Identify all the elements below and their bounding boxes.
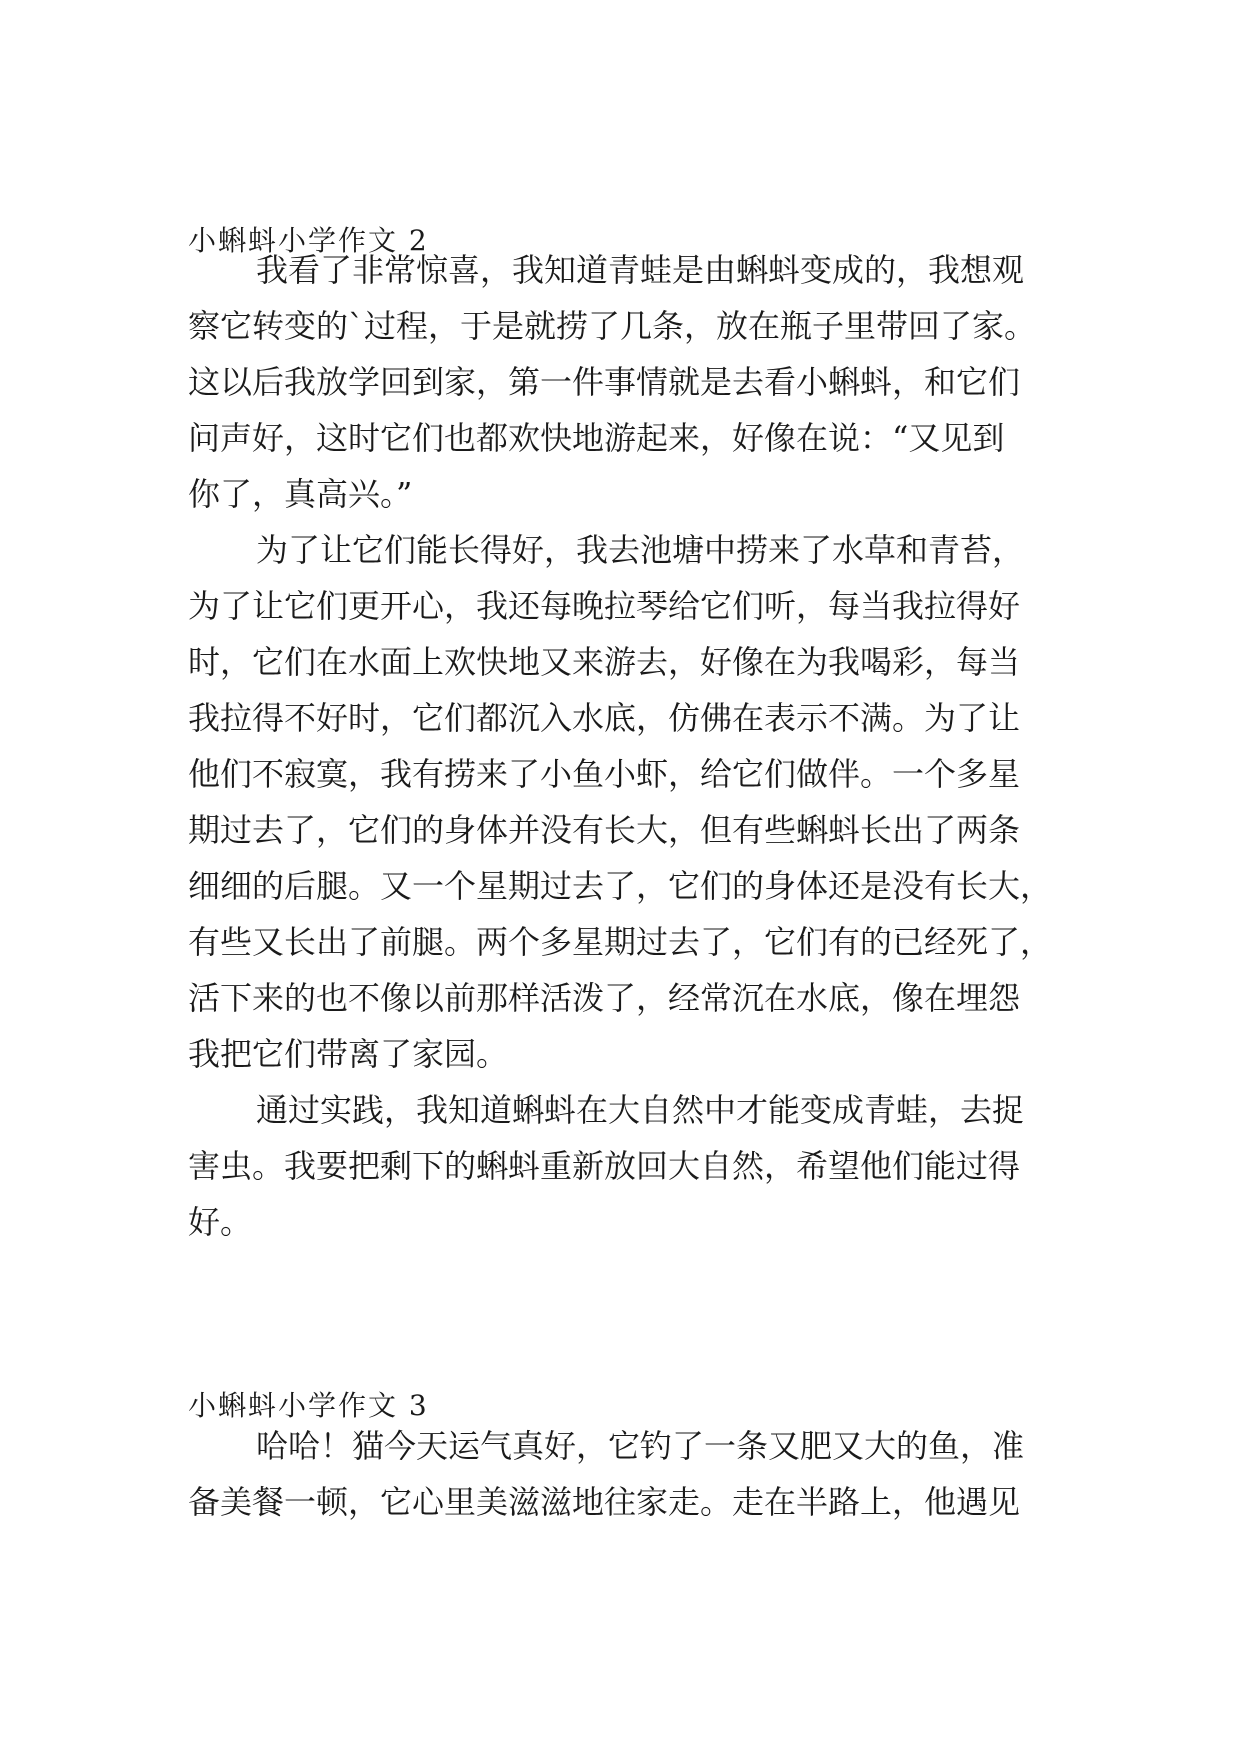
text-line: 问声好，这时它们也都欢快地游起来，好像在说：“又见到 — [188, 419, 1005, 457]
text-line: 哈哈！猫今天运气真好，它钓了一条又肥又大的鱼，准 — [256, 1427, 1025, 1465]
text-line: 期过去了，它们的身体并没有长大，但有些蝌蚪长出了两条 — [188, 811, 1021, 849]
text-line: 好。 — [188, 1203, 253, 1241]
text-line: 为了让它们能长得好，我去池塘中捞来了水草和青苔， — [256, 531, 1025, 569]
section-title: 小蝌蚪小学作文 2 — [188, 224, 429, 257]
text-line: 这以后我放学回到家，第一件事情就是去看小蝌蚪，和它们 — [188, 363, 1021, 401]
text-line: 我把它们带离了家园。 — [188, 1035, 509, 1073]
text-line: 我看了非常惊喜，我知道青蛙是由蝌蚪变成的，我想观 — [256, 251, 1025, 289]
text-line: 你了，真高兴。” — [188, 475, 413, 513]
section-title: 小蝌蚪小学作文 3 — [188, 1389, 429, 1422]
text-line: 我拉得不好时，它们都沉入水底，仿佛在表示不满。为了让 — [188, 699, 1021, 737]
text-line: 他们不寂寞，我有捞来了小鱼小虾，给它们做伴。一个多星 — [188, 755, 1021, 793]
text-line: 活下来的也不像以前那样活泼了，经常沉在水底，像在埋怨 — [188, 979, 1021, 1017]
text-line: 时，它们在水面上欢快地又来游去，好像在为我喝彩，每当 — [188, 643, 1021, 681]
text-line: 通过实践，我知道蝌蚪在大自然中才能变成青蛙，去捉 — [256, 1091, 1025, 1129]
text-line: 有些又长出了前腿。两个多星期过去了，它们有的已经死了， — [188, 923, 1053, 961]
text-line: 为了让它们更开心，我还每晚拉琴给它们听，每当我拉得好 — [188, 587, 1021, 625]
text-line: 察它转变的`过程，于是就捞了几条，放在瓶子里带回了家。 — [188, 307, 1037, 345]
text-line: 细细的后腿。又一个星期过去了，它们的身体还是没有长大， — [188, 867, 1053, 905]
text-line: 害虫。我要把剩下的蝌蚪重新放回大自然，希望他们能过得 — [188, 1147, 1021, 1185]
text-line: 备美餐一顿，它心里美滋滋地往家走。走在半路上，他遇见 — [188, 1483, 1021, 1521]
